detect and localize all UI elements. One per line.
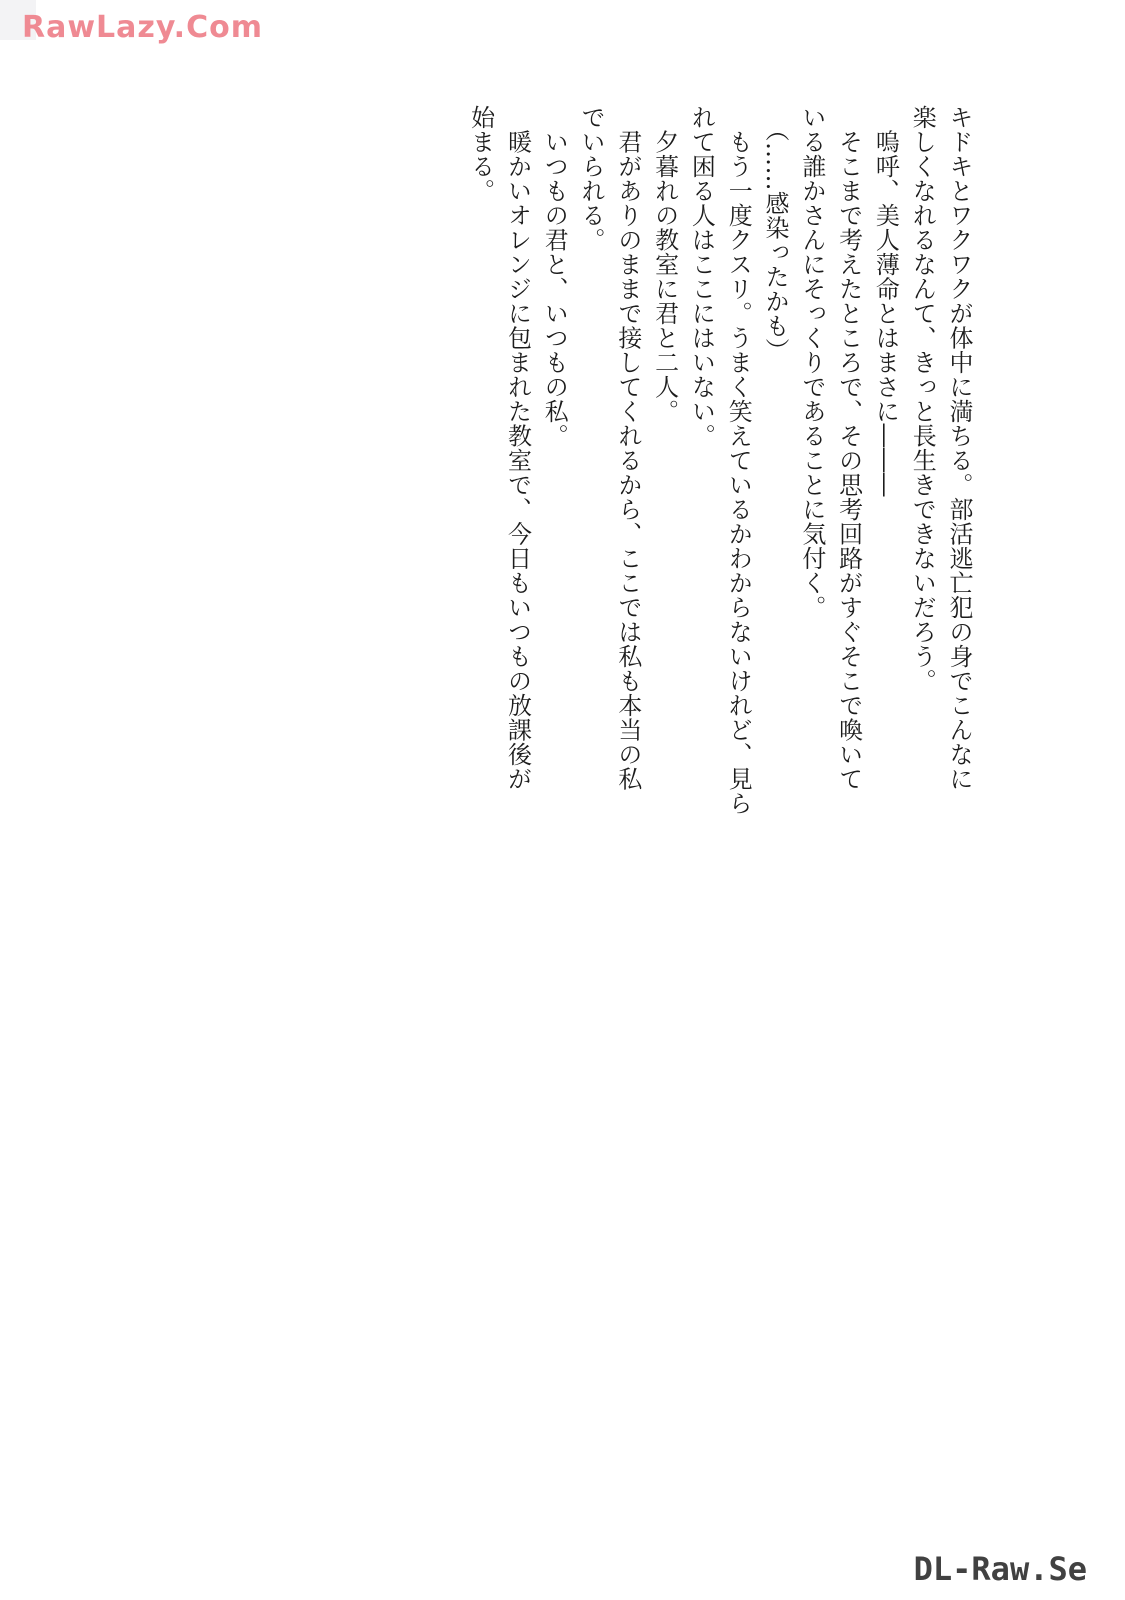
text-line: （……感染ったかも） — [761, 105, 790, 363]
text-line: 嗚呼、美人薄命とはまさに――― — [871, 105, 900, 497]
text-line: れて困る人はここにはいない。 — [687, 105, 716, 448]
text-line: 君がありのままで接してくれるから、ここでは私も本当の私 — [613, 105, 642, 791]
text-line: 楽しくなれるなんて、きっと長生きできないだろう。 — [908, 105, 937, 693]
watermark-rawlazy: RawLazy.Com — [22, 10, 263, 45]
vertical-text-block — [462, 105, 977, 845]
text-line: いつもの君と、いつもの私。 — [540, 105, 569, 448]
text-line: でいられる。 — [577, 105, 606, 252]
watermark-dlraw: DL-Raw.Se — [913, 1550, 1087, 1588]
text-line: 始まる。 — [466, 105, 495, 203]
text-line: もう一度クスリ。うまく笑えているかわからないけれど、見ら — [724, 105, 753, 816]
text-line: 暖かいオレンジに包まれた教室で、今日もいつもの放課後が — [503, 105, 532, 791]
text-line: そこまで考えたところで、その思考回路がすぐそこで喚いて — [834, 105, 863, 791]
text-line: いる誰かさんにそっくりであることに気付く。 — [797, 105, 826, 620]
text-line: キドキとワクワクが体中に満ちる。部活逃亡犯の身でこんなに — [945, 105, 973, 791]
text-line: 夕暮れの教室に君と二人。 — [650, 105, 679, 424]
